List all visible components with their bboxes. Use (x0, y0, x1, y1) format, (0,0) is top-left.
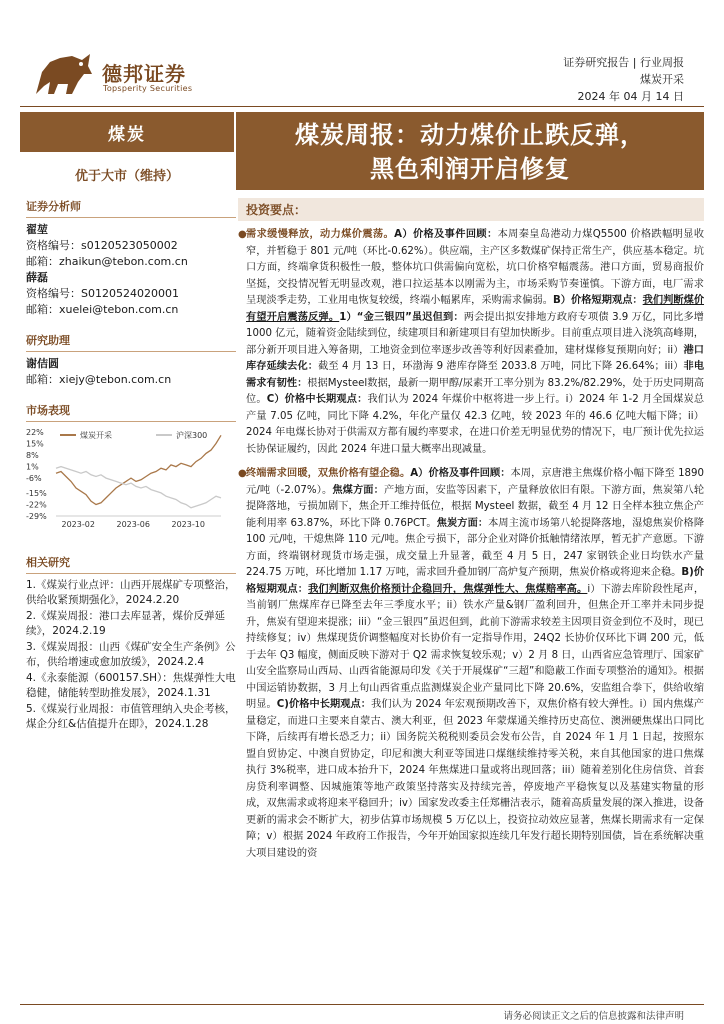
analysts-heading: 证券分析师 (26, 198, 236, 218)
analyst-name: 翟堃 (26, 223, 48, 236)
para-subhead: A）价格及事件回顾： (410, 468, 511, 479)
para-subhead: B)价格短期观点： (246, 567, 704, 595)
assistant-heading: 研究助理 (26, 332, 236, 352)
analyst-cert: 资格编号：s0120523050002 (26, 239, 178, 252)
para-text: 我们认为 2024 年宏观预期改善下，双焦价格有较大弹性。i）国内焦煤产量稳定，而进口主要来自蒙古、澳大利亚，但 2023 年蒙煤通关维持历史高位、澳洲硬焦煤出口同比下降，后续再有增长恐乏力；ii）国务院关税税则委员会发布公告，自 2024 年 1 月 1 日起，按照东盟自贸协定、中澳自贸协定，印尼和澳大利亚等国进口煤继续维持零关税，来自其他国家的进口焦煤执行 3%税率，进口成本抬升下，2024 年焦煤进口量或将出现回落；iii）随着差别化住房信贷、首套房贷利率调整、因城施策等地产政策坚持落实及持续完善，停废地产平稳恢复以及基建实物量的形成，双焦需求或将迎来平稳回升；iv）国家发改委主任郑栅洁表示，随着高质量发展的深入推进，设备更新的需求会不断扩大，初步估算市场规模 5 万亿以上，投资拉动效应显著，焦煤长期需求有一定保障；v）根据 2024 年政府工作报告，今年开始国家拟连续几年发行超长期特别国债，旨在系统解决重大项目建设的资 (246, 699, 704, 859)
analyst-block (26, 222, 236, 318)
analyst-cert: 资格编号：S0120524020001 (26, 287, 179, 300)
bullet-icon: ● (238, 229, 247, 240)
refs-list (26, 578, 236, 732)
legend-label: 沪深300 (176, 431, 208, 440)
paragraph-coking-coal (238, 466, 704, 862)
legend-label: 煤炭开采 (80, 431, 112, 440)
x-tick-label: 2023-10 (171, 520, 205, 529)
para-subhead: B）价格短期观点： (552, 295, 643, 306)
para-text: 本周秦皇岛港动力煤Q5500 价格跌幅明显收窄，并暂稳于 801 元/吨（环比-0.62%）。供应端，主产区多数煤矿保持正常生产，供应基本稳定。坑口方面，终端拿货积极性一般，整体坑口供需偏向宽松，坑口价格窄幅震荡。港口方面，贸易商报价坚挺，交投情况暂无明显改观，港口拉运基本以刚需为主，市场采购节奏谨慎。下游方面，电厂需求呈现淡季走势，工业用电恢复较缓，终端小幅累库，采购需求偏弱。 (246, 229, 705, 306)
para-subhead: 焦炭方面： (436, 517, 489, 529)
para-subhead: A）价格及事件回顾： (394, 229, 498, 240)
series-line-0 (56, 435, 221, 504)
footer-divider (20, 1004, 704, 1005)
para-subhead: C）价格中长期观点： (266, 394, 368, 405)
report-header (0, 0, 724, 108)
analyst-email: 邮箱：zhaikun@tebon.com.cn (26, 255, 188, 268)
y-tick-label: -29% (26, 512, 47, 521)
para-text: 本周，京唐港主焦煤价格小幅下降至 1890 元/吨（-2.07%）。 (246, 468, 704, 496)
report-industry: 煤炭开采 (640, 73, 684, 86)
analyst-name: 薛磊 (26, 271, 48, 284)
para-text: i）下游去库阶段性尾声，当前钢厂焦煤库存已降至去年三季度水平；ii）铁水产量&钢厂盈利回升，但焦企开工率并未同步提升，焦炭有望迎来提涨；iii）“金三银四”虽迟但到，此前下游需求较差主因项目资金到位不及时，现已持续修复；iv）焦煤现货价调整幅度对长协价有一定指导作用，24Q2 长协价仅环比下调 200 元，低于去年 Q3 幅度，侧面反映下游对于 Q2 需求恢复较乐观；v）2 月 8 日，山西省应急管理厅、国家矿山安全监察局山西局、山西省能源局印发《关于开展煤矿“三超”和隐蔽工作面专项整治的通知》。根据中国运销协数据，3 月上旬山西省重点监测煤炭企业产量同比下降 20.6%，安监组合拳下，供给收缩明显。 (246, 583, 705, 710)
bull-logo-icon (32, 50, 94, 100)
brand-name-cn: 德邦证券 (102, 62, 186, 86)
report-date: 2024 年 04 月 14 日 (577, 90, 684, 103)
y-tick-label: -15% (26, 488, 47, 498)
y-tick-label: -22% (26, 500, 47, 510)
para-text: 两会提出拟安排地方政府专项债 3.9 万亿，同比多增 1000 亿元，随着资金陆续到位，续建项目和新建项目有望加快断步。目前重点项目进入浇筑高峰期，部分新开项目进入筹备期，工地资金到位率逐步改善等利好因素叠加，建材煤修复预期向好；ii） (246, 311, 704, 356)
report-meta (563, 54, 684, 105)
y-tick-label: 15% (26, 439, 44, 449)
footer-disclaimer: 请务必阅读正文之后的信息披露和法律声明 (503, 1011, 684, 1022)
paragraph-thermal-coal (238, 227, 704, 458)
ref-item[interactable]: 2.《煤炭周报：港口去库显著，煤价反弹延续》，2024.2.19 (26, 610, 226, 637)
ref-item[interactable]: 5.《煤炭行业周报：市值管理纳入央企考核，煤企分红&估值提升在即》，2024.1.28 (26, 703, 236, 730)
report-title (236, 112, 704, 190)
para-text: 根据Mysteel数据，最新一期甲醇/尿素开工率分别为 83.2%/82.29%，处于历史同期高位。 (246, 377, 705, 405)
x-tick-label: 2023-06 (116, 520, 150, 529)
ref-item[interactable]: 4.《永泰能源（600157.SH）：焦煤弹性大电稳健，储能转型助推发展》，2024.1.31 (26, 672, 236, 699)
key-points-heading: 投资要点： (238, 198, 704, 221)
analyst-email: 邮箱：xuelei@tebon.com.cn (26, 303, 179, 316)
para-highlight: 我们判断煤价有望开启震荡反弹。 (246, 295, 705, 323)
para-subhead: C)价格中长期观点： (276, 699, 372, 710)
header-divider (20, 106, 704, 107)
y-tick-label: -6% (26, 474, 42, 484)
para-subhead: 1）“金三银四”虽迟但到： (339, 311, 464, 323)
para-subhead: 港口库存延续去化： (246, 344, 704, 372)
para-text: 本周主流市场第八轮提降落地，湿熄焦炭价格降 100 元/吨，干熄焦降 110 元/吨。焦企亏损下，部分企业对降价抵触情绪浓厚，暂无扩产意愿。下游方面，终端钢材现货市场走强，成交量上升显著，截至 4 月 5 日，247 家钢铁企业日均铁水产量 224.75 万吨，环比增加 1.17 万吨，需求回升叠加钢厂高炉复产预期，焦炭价格或将迎来企稳。 (246, 517, 705, 578)
main-content (238, 198, 704, 862)
para-text: 截至 4 月 13 日，环渤海 9 港库存降至 2033.8 万吨，同比下降 26.64%；iii） (318, 361, 684, 372)
market-chart-svg (26, 426, 236, 534)
market-heading: 市场表现 (26, 402, 236, 422)
rating-label: 优于大市（维持） (74, 169, 179, 184)
title-line-1: 煤炭周报：动力煤价止跌反弹， (295, 121, 645, 149)
market-chart (26, 426, 236, 534)
para-lead: 终端需求回暖，双焦价格有望企稳。 (246, 468, 411, 479)
x-tick-label: 2023-02 (61, 520, 95, 529)
ref-item[interactable]: 1.《煤炭行业点评：山西开展煤矿专项整治，供给收紧预期强化》，2024.2.20 (26, 579, 236, 606)
para-lead: 需求缓慢释放，动力煤价震荡。 (246, 229, 395, 240)
bullet-icon: ● (238, 468, 247, 479)
ref-item[interactable]: 3.《煤炭周报：山西《煤矿安全生产条例》公布，供给增速或愈加放缓》，2024.2.4 (26, 641, 236, 668)
y-tick-label: 22% (26, 428, 44, 437)
y-tick-label: 1% (26, 462, 39, 472)
para-text: 产地方面，安监等因素下，产量释放依旧有限。下游方面，焦炭第八轮提降落地，亏损加剧下，焦企开工维持低位，根据 Mysteel 数据，截至 4 月 12 日全样本独立焦企产能利用率 63.87%，环比下降 0.76PCT。 (246, 484, 705, 529)
para-subhead: 焦煤方面： (332, 484, 384, 496)
title-line-2: 黑色利润开启修复 (370, 155, 570, 183)
para-highlight: 我们判断双焦价格预计企稳回升，焦煤弹性大、焦煤赔率高。 (308, 583, 588, 595)
brand-name-en: Topsperity Securities (103, 84, 193, 93)
report-type: 证券研究报告 | 行业周报 (563, 56, 684, 69)
sidebar (26, 190, 236, 733)
assistant-email: 邮箱：xiejy@tebon.com.cn (26, 373, 172, 386)
para-text: 我们认为 2024 年煤价中枢将进一步上行。i）2024 年 1-2 月全国煤炭总产量 7.05 亿吨，同比下降 4.2%，年化产量仅 42.3 亿吨，较 2023 年的 46.6 亿吨大幅下降；ii）2024 年电煤长协对于供需双方都有履约率要求，在进口价差无明显优势的情况下，电厂预计优先拉运长协保证履约，因此 2024 年进口量大概率出现减量。 (246, 394, 705, 455)
refs-heading: 相关研究 (26, 554, 236, 574)
para-subhead: 非电需求有韧性： (246, 361, 705, 389)
y-tick-label: 8% (26, 451, 39, 461)
sector-label: 煤炭 (20, 112, 234, 152)
assistant-name: 谢佶圆 (26, 357, 59, 370)
series-line-1 (56, 467, 221, 508)
